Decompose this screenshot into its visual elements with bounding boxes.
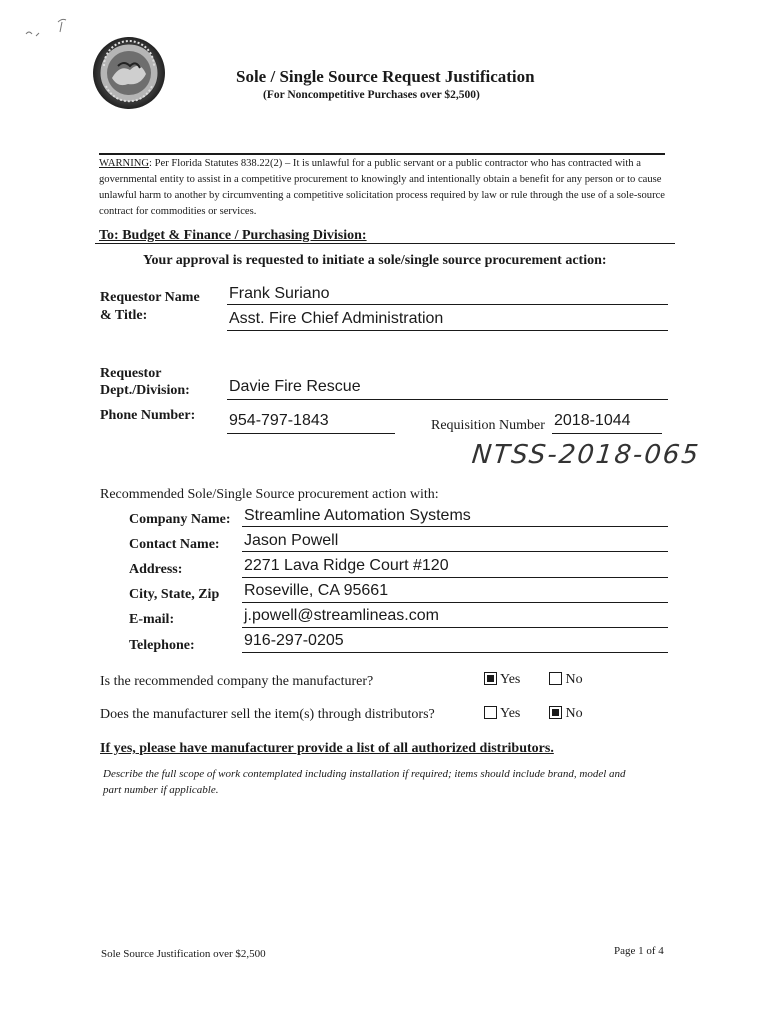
yes-checkbox[interactable] xyxy=(484,706,497,719)
warning-label: WARNING xyxy=(99,158,150,169)
no-checkbox[interactable] xyxy=(549,706,562,719)
no-option[interactable] xyxy=(549,706,583,722)
telephone-field[interactable]: 916-297-0205 xyxy=(244,632,344,649)
no-checkbox[interactable] xyxy=(549,672,562,685)
contact-name-label: Contact Name: xyxy=(129,537,220,552)
warning-text: : Per Florida Statutes 838.22(2) – It is unlawful for a public servant or a public contractor who has contracted with a governmental entity to assist in a competitive procurement to knowingly and intentionally obtain a benefit for any person or to cause unlawful harm to another by circumventing a competitive solicitation process required by law or rule through the use of a sole-source contract for commodities or services. xyxy=(99,158,666,217)
question-manufacturer: Is the recommended company the manufacturer? xyxy=(100,674,374,689)
yes-label: Yes xyxy=(499,706,521,721)
yes-label: Yes xyxy=(499,672,521,687)
contact-name-field[interactable]: Jason Powell xyxy=(244,532,339,549)
requestor-title-label: & Title: xyxy=(100,308,148,323)
warning-paragraph xyxy=(99,156,674,220)
field-underline xyxy=(242,602,668,603)
handwritten-note: NTSS-2018-065 xyxy=(470,440,702,470)
company-name-field[interactable]: Streamline Automation Systems xyxy=(244,507,471,524)
requestor-title-field[interactable]: Asst. Fire Chief Administration xyxy=(229,310,444,327)
form-subtitle: (For Noncompetitive Purchases over $2,500) xyxy=(263,89,480,101)
distributors-instruction: If yes, please have manufacturer provide a list of all authorized distributors. xyxy=(100,741,554,756)
requestor-dept-label-2: Dept./Division: xyxy=(100,383,190,398)
phone-label: Phone Number: xyxy=(100,408,196,423)
no-option[interactable] xyxy=(549,672,583,688)
email-field[interactable]: j.powell@streamlineas.com xyxy=(244,607,439,624)
field-underline xyxy=(242,577,668,578)
yes-checkbox[interactable] xyxy=(484,672,497,685)
field-underline xyxy=(242,627,668,628)
city-state-zip-field[interactable]: Roseville, CA 95661 xyxy=(244,582,389,599)
recipient-line xyxy=(99,228,675,244)
city-state-zip-label: City, State, Zip xyxy=(129,587,220,602)
field-underline xyxy=(227,399,668,400)
telephone-label: Telephone: xyxy=(129,638,195,653)
phone-field[interactable]: 954-797-1843 xyxy=(229,412,329,429)
field-underline xyxy=(227,433,395,434)
footer-title: Sole Source Justification over $2,500 xyxy=(101,948,266,960)
yes-option[interactable] xyxy=(484,706,520,722)
email-label: E-mail: xyxy=(129,612,175,627)
question-distributors: Does the manufacturer sell the item(s) through distributors? xyxy=(100,707,435,722)
address-field[interactable]: 2271 Lava Ridge Court #120 xyxy=(244,557,449,574)
requisition-label: Requisition Number xyxy=(431,418,545,433)
requestor-name-label: Requestor Name xyxy=(100,290,200,305)
field-underline xyxy=(242,526,668,527)
town-seal-logo xyxy=(92,36,166,110)
recipient-text: To: Budget & Finance / Purchasing Division: xyxy=(99,228,367,243)
address-label: Address: xyxy=(129,562,183,577)
field-underline xyxy=(227,304,668,305)
form-title: Sole / Single Source Request Justification xyxy=(236,67,535,86)
no-label: No xyxy=(565,706,583,721)
requisition-field[interactable]: 2018-1044 xyxy=(554,412,631,429)
approval-statement: Your approval is requested to initiate a sole/single source procurement action: xyxy=(143,253,607,268)
page-number: Page 1 of 4 xyxy=(614,945,664,957)
scope-instructions: Describe the full scope of work contemplated including installation if required; items should include brand, model and part number if applicable. xyxy=(103,768,626,796)
header-divider xyxy=(99,153,665,155)
requestor-dept-label-1: Requestor xyxy=(100,366,162,381)
field-underline xyxy=(242,652,668,653)
recommended-intro: Recommended Sole/Single Source procurement action with: xyxy=(100,487,439,502)
requestor-dept-field[interactable]: Davie Fire Rescue xyxy=(229,378,361,395)
scan-mark xyxy=(18,14,78,44)
no-label: No xyxy=(565,672,583,687)
field-underline xyxy=(552,433,662,434)
requestor-name-field[interactable]: Frank Suriano xyxy=(229,285,330,302)
company-name-label: Company Name: xyxy=(129,512,231,527)
field-underline xyxy=(242,551,668,552)
yes-option[interactable] xyxy=(484,672,520,688)
recipient-divider xyxy=(95,243,675,244)
field-underline xyxy=(227,330,668,331)
